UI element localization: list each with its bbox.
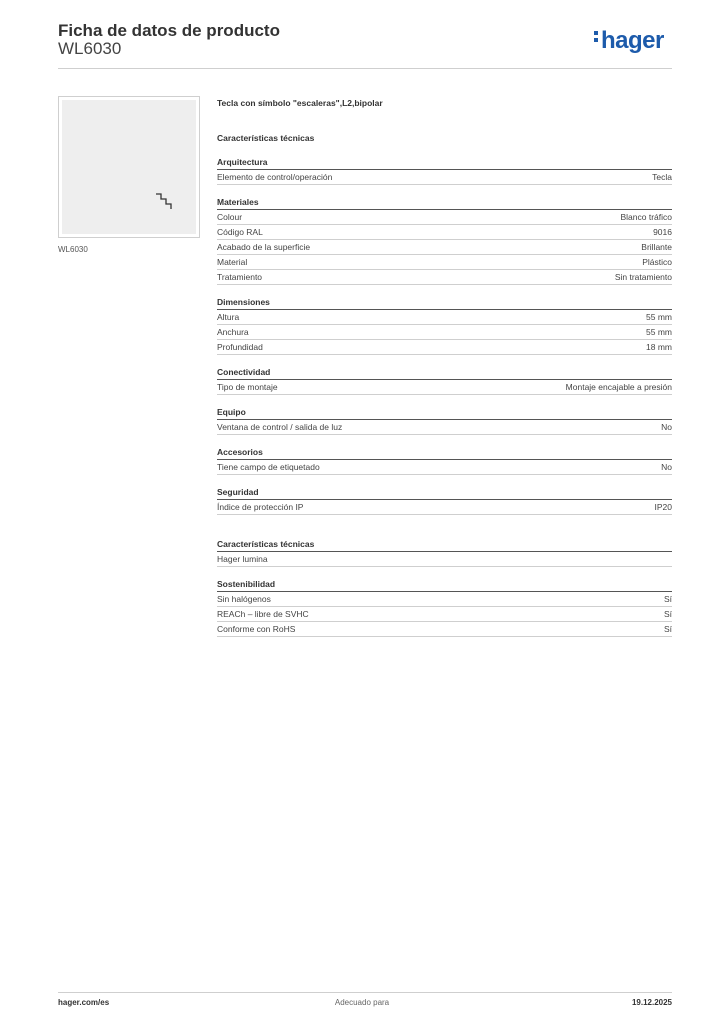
table-row [217, 380, 672, 395]
row-value: Sí [663, 609, 672, 619]
row-value: 55 mm [646, 327, 672, 337]
page-title: Ficha de datos de producto [58, 21, 280, 40]
table-row [217, 225, 672, 240]
hager-logo [594, 27, 664, 55]
group-accesorios [217, 445, 672, 475]
group-title: Dimensiones [217, 295, 672, 310]
group-title: Equipo [217, 405, 672, 420]
row-value: 55 mm [646, 312, 672, 322]
table-row [217, 552, 672, 567]
table-row [217, 255, 672, 270]
table-row [217, 170, 672, 185]
table-row [217, 420, 672, 435]
group-seguridad [217, 485, 672, 515]
row-value: Blanco tráfico [620, 212, 672, 222]
footer-date: 19.12.2025 [631, 998, 672, 1007]
logo-text: hager [601, 27, 664, 54]
row-label: Tratamiento [217, 272, 263, 282]
row-label: Profundidad [217, 342, 263, 352]
row-value: Sí [663, 594, 672, 604]
product-details [217, 96, 672, 637]
footer-website: hager.com/es [58, 998, 110, 1007]
row-label: Código RAL [217, 227, 263, 237]
section-title: Características técnicas [217, 537, 672, 552]
row-value: Sí [663, 624, 672, 634]
table-row [217, 500, 672, 515]
row-value: No [661, 462, 672, 472]
group-materiales [217, 195, 672, 285]
product-image-surface [62, 100, 196, 234]
row-label: Tipo de montaje [217, 382, 278, 392]
row-value: Tecla [652, 172, 672, 182]
product-image [58, 96, 200, 238]
stairs-icon [154, 192, 174, 212]
row-value: Brillante [641, 242, 672, 252]
row-label: Sin halógenos [217, 594, 271, 604]
table-row [217, 607, 672, 622]
group-sostenibilidad [217, 577, 672, 637]
table-row [217, 270, 672, 285]
row-label: Anchura [217, 327, 249, 337]
table-row [217, 592, 672, 607]
row-label: Colour [217, 212, 243, 222]
row-value: Plástico [642, 257, 672, 267]
group-title: Seguridad [217, 485, 672, 500]
group-title: Conectividad [217, 365, 672, 380]
row-label: Elemento de control/operación [217, 172, 333, 182]
group-title: Sostenibilidad [217, 577, 672, 592]
row-label: Conforme con RoHS [217, 624, 296, 634]
group-title: Accesorios [217, 445, 672, 460]
header-divider [58, 68, 672, 69]
row-label: Acabado de la superficie [217, 242, 311, 252]
footer-middle-text: Adecuado para [334, 998, 390, 1007]
table-row [217, 460, 672, 475]
group-equipo [217, 405, 672, 435]
row-label: Hager lumina [217, 554, 268, 564]
table-row [217, 310, 672, 325]
product-description: Tecla con símbolo "escaleras",L2,bipolar [217, 98, 383, 108]
row-label: Altura [217, 312, 240, 322]
row-value: IP20 [654, 502, 672, 512]
group-title: Materiales [217, 195, 672, 210]
table-row [217, 622, 672, 637]
row-label: Tiene campo de etiquetado [217, 462, 320, 472]
row-value: 9016 [653, 227, 672, 237]
section-title: Características técnicas [217, 133, 315, 143]
row-value: Sin tratamiento [614, 272, 672, 282]
row-value: No [661, 422, 672, 432]
image-caption: WL6030 [58, 245, 88, 254]
logo-dots-icon [594, 28, 599, 45]
row-label: Ventana de control / salida de luz [217, 422, 343, 432]
group-dimensiones [217, 295, 672, 355]
product-code: WL6030 [58, 39, 122, 58]
group-arquitectura [217, 155, 672, 185]
group-tech-extra [217, 537, 672, 567]
group-title: Arquitectura [217, 155, 672, 170]
group-conectividad [217, 365, 672, 395]
table-row [217, 210, 672, 225]
row-value: 18 mm [646, 342, 672, 352]
row-label: Índice de protección IP [217, 502, 304, 512]
table-row [217, 240, 672, 255]
table-row [217, 340, 672, 355]
footer-divider [58, 992, 672, 993]
table-row [217, 325, 672, 340]
row-label: Material [217, 257, 248, 267]
row-value: Montaje encajable a presión [565, 382, 672, 392]
row-label: REACh – libre de SVHC [217, 609, 309, 619]
